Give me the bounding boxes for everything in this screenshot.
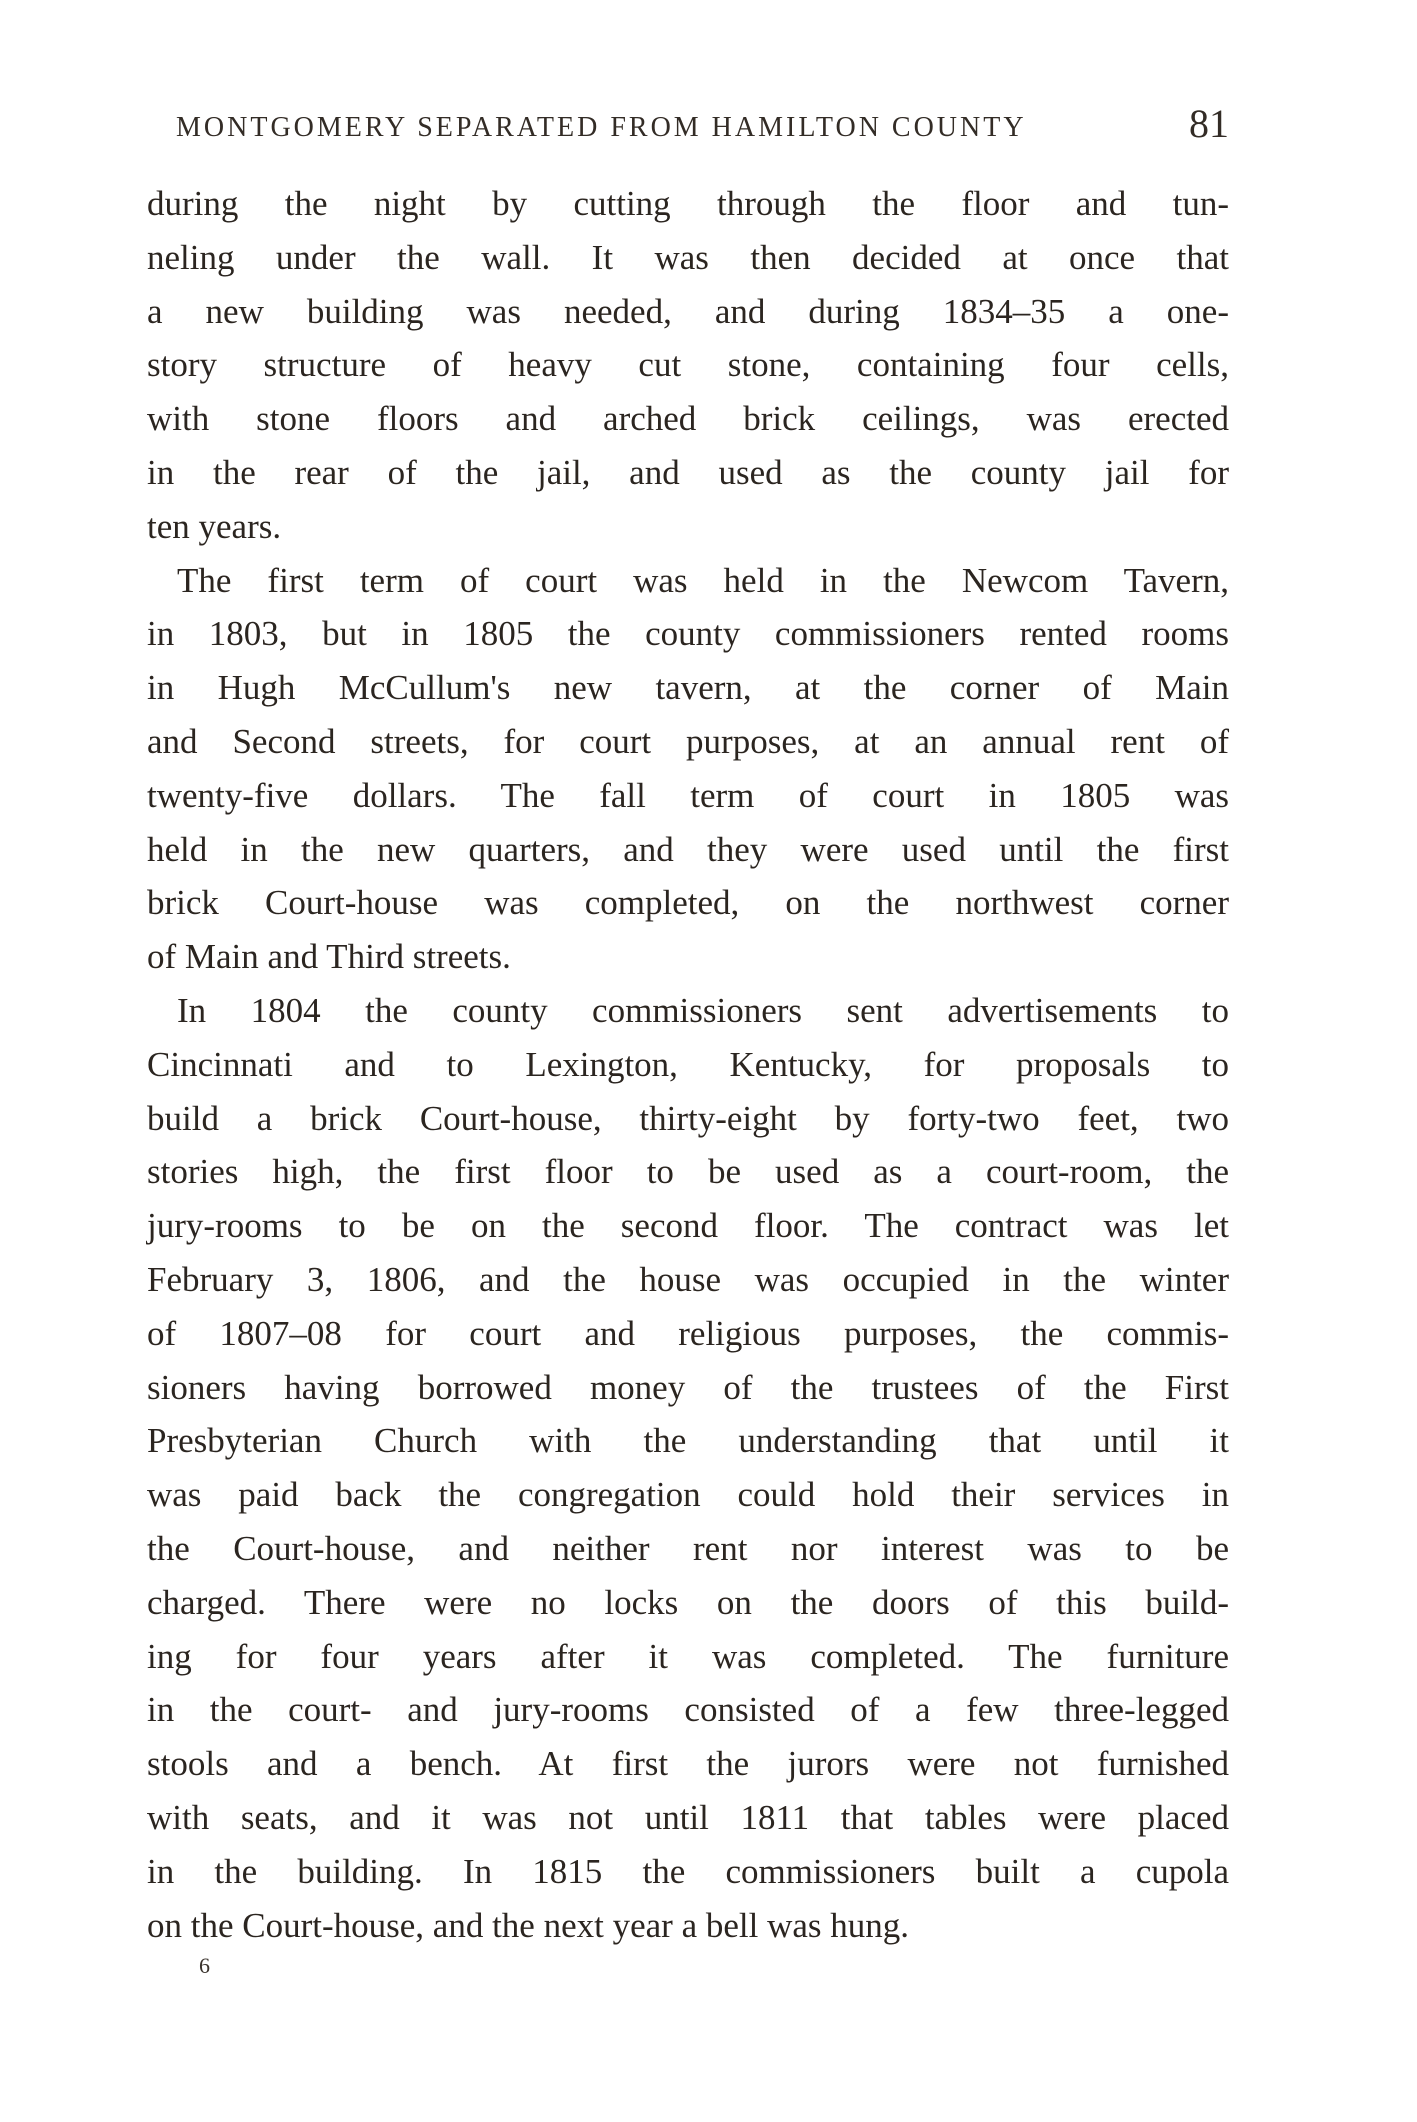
text-line: story structure of heavy cut stone, containing four cells, xyxy=(147,345,1229,385)
text-line: of 1807–08 for court and religious purposes, the commis- xyxy=(147,1313,1229,1353)
text-line: charged. There were no locks on the doors of this build- xyxy=(147,1582,1229,1622)
body-text xyxy=(147,177,1229,1952)
text-line: twenty-five dollars. The fall term of court in 1805 was xyxy=(147,775,1229,815)
text-line: the Court-house, and neither rent nor interest was to be xyxy=(147,1528,1229,1568)
running-head: MONTGOMERY SEPARATED FROM HAMILTON COUNTY xyxy=(176,112,1027,143)
text-line: in Hugh McCullum's new tavern, at the corner of Main xyxy=(147,668,1229,708)
text-line: of Main and Third streets. xyxy=(147,937,511,977)
text-line: was paid back the congregation could hold their services in xyxy=(147,1475,1229,1515)
text-line: stories high, the first floor to be used as a court-room, the xyxy=(147,1152,1229,1192)
text-line: on the Court-house, and the next year a bell was hung. xyxy=(147,1905,910,1945)
text-line: and Second streets, for court purposes, at an annual rent of xyxy=(147,721,1229,761)
text-line: during the night by cutting through the floor and tun- xyxy=(147,184,1229,223)
text-line: Cincinnati and to Lexington, Kentucky, for proposals to xyxy=(147,1044,1229,1084)
text-line: with seats, and it was not until 1811 that tables were placed xyxy=(147,1797,1229,1837)
text-line: stools and a bench. At first the jurors were not furnished xyxy=(147,1744,1229,1784)
text-line: neling under the wall. It was then decided at once that xyxy=(147,237,1229,277)
text-line: brick Court-house was completed, on the northwest corner xyxy=(147,883,1229,923)
text-line: a new building was needed, and during 1834–35 a one- xyxy=(147,291,1229,331)
text-line: February 3, 1806, and the house was occupied in the winter xyxy=(147,1259,1229,1299)
text-line: ing for four years after it was completed. The furniture xyxy=(147,1636,1229,1676)
text-line: jury-rooms to be on the second floor. The contract was let xyxy=(147,1206,1229,1246)
text-line: Presbyterian Church with the understanding that until it xyxy=(147,1421,1229,1461)
text-line: in the building. In 1815 the commissioners built a cupola xyxy=(147,1851,1229,1891)
page-number: 81 xyxy=(1189,101,1229,146)
text-line: build a brick Court-house, thirty-eight by forty-two feet, two xyxy=(147,1098,1229,1138)
text-line: with stone floors and arched brick ceilings, was erected xyxy=(147,399,1229,439)
text-line: ten years. xyxy=(147,506,282,546)
text-line: held in the new quarters, and they were used until the first xyxy=(147,829,1229,869)
signature-mark: 6 xyxy=(199,1953,210,1978)
text-line: In 1804 the county commissioners sent advertisements to xyxy=(177,990,1229,1030)
text-line: in 1803, but in 1805 the county commissioners rented rooms xyxy=(147,614,1229,654)
text-line: The first term of court was held in the Newcom Tavern, xyxy=(177,560,1229,600)
text-line: in the rear of the jail, and used as the county jail for xyxy=(147,452,1229,492)
text-line: sioners having borrowed money of the trustees of the First xyxy=(147,1367,1229,1407)
page-header xyxy=(176,100,1229,150)
text-line: in the court- and jury-rooms consisted of a few three-legged xyxy=(147,1690,1229,1730)
